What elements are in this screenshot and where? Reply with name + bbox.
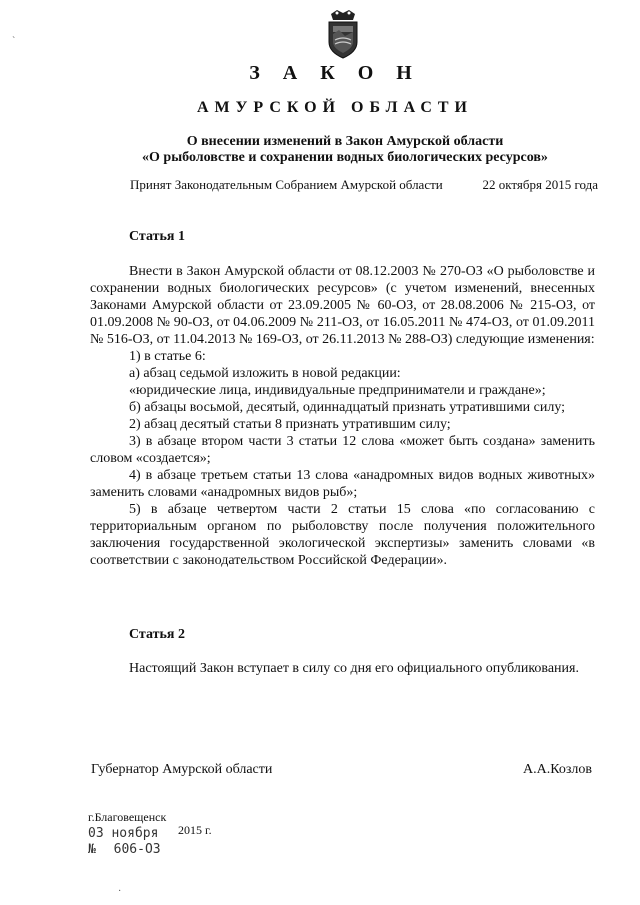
list-item: 2) абзац десятый статьи 8 признать утратившим силу; bbox=[129, 417, 451, 432]
adopted-date: 22 октября 2015 года bbox=[482, 177, 598, 192]
scan-mark: ` bbox=[12, 36, 16, 47]
article-1-intro: Внести в Закон Амурской области от 08.12.2003 № 270-ОЗ «О рыболовстве и сохранении водных биологических ресурсов» (с учетом изменений, внесенных Законами Амурской области от 23.09.2005 № 60-ОЗ, от 28.08.2006 № 215-ОЗ, от 01.09.2008 № 90-ОЗ, от 04.06.2009 № 211-ОЗ, от 16.05.2011 № 474-ОЗ, от 01.09.2011 № 516-ОЗ, от 11.04.2013 № 169-ОЗ, от 26.11.2013 № 288-ОЗ) следующие изменения: bbox=[90, 264, 595, 347]
footer-city: г.Благовещенск bbox=[88, 810, 167, 824]
list-item: 5) в абзаце четвертом части 2 статьи 15 слова «по согласованию с территориальным органом по рыболовству после получения положительного заключения государственной экологической экспертизы» заменить словами «в соответствии с законодательством Российской Федерации». bbox=[90, 502, 595, 568]
footer-year: 2015 г. bbox=[178, 823, 212, 837]
document-subtitle bbox=[110, 134, 580, 166]
list-item: б) абзацы восьмой, десятый, одиннадцатый признать утратившими силу; bbox=[129, 400, 566, 415]
article-2-body bbox=[90, 660, 595, 677]
number-value: 606-ОЗ bbox=[113, 842, 161, 857]
document-region: АМУРСКОЙ ОБЛАСТИ bbox=[197, 99, 473, 116]
list-item: «юридические лица, индивидуальные предприниматели и граждане»; bbox=[129, 383, 546, 398]
scan-mark: · bbox=[118, 886, 122, 897]
list-item: 3) в абзаце втором части 3 статьи 12 слова «может быть создана» заменить словом «создается»; bbox=[90, 434, 595, 466]
coat-of-arms-emblem bbox=[323, 8, 363, 60]
list-item: 1) в статье 6: bbox=[129, 349, 206, 364]
footer-date: 03 ноября bbox=[88, 826, 159, 841]
list-item: 4) в абзаце третьем статьи 13 слова «анадромных видов водных животных» заменить словами «анадромных видов рыб»; bbox=[90, 468, 595, 500]
footer-number bbox=[88, 842, 161, 857]
signature-name: А.А.Козлов bbox=[523, 762, 592, 777]
adopted-text: Принят Законодательным Собранием Амурской области bbox=[130, 177, 443, 192]
coat-of-arms-icon bbox=[323, 8, 363, 60]
document-title: З А К О Н bbox=[249, 62, 421, 84]
subtitle-line-1: О внесении изменений в Закон Амурской области bbox=[186, 134, 504, 149]
article-1-body bbox=[90, 263, 595, 569]
number-prefix: № bbox=[88, 842, 96, 857]
subtitle-line-2: «О рыболовстве и сохранении водных биологических ресурсов» bbox=[142, 150, 548, 165]
article-2-text: Настоящий Закон вступает в силу со дня его официального опубликования. bbox=[129, 661, 579, 676]
article-2-heading: Статья 2 bbox=[129, 627, 185, 642]
signature-position: Губернатор Амурской области bbox=[91, 762, 273, 777]
list-item: а) абзац седьмой изложить в новой редакции: bbox=[129, 366, 401, 381]
article-1-heading: Статья 1 bbox=[129, 229, 185, 244]
